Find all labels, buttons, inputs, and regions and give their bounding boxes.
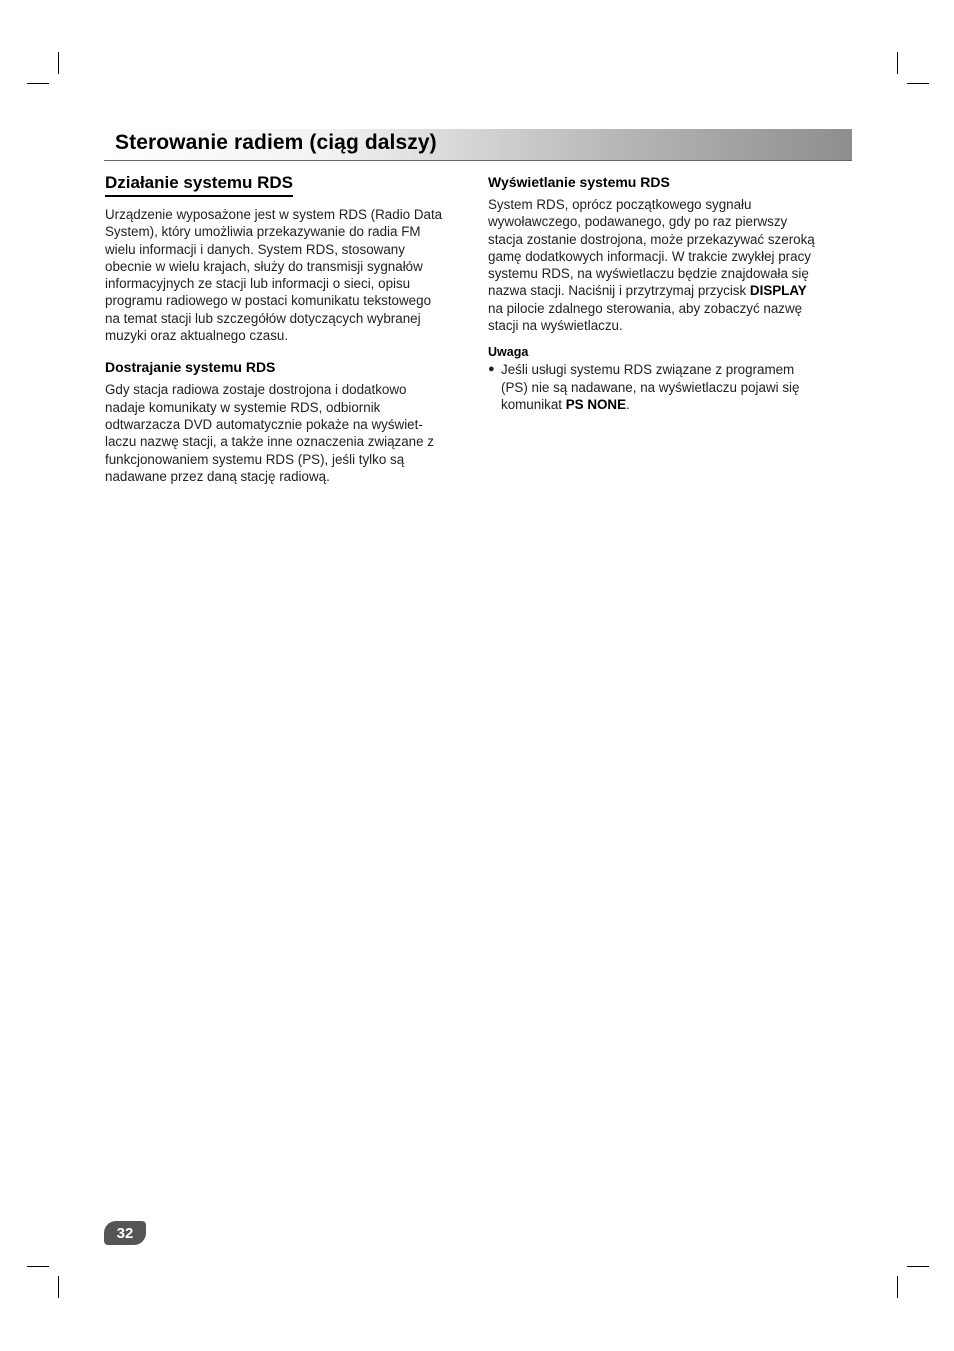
text-line: stacja zostanie dostrojona, może przekazywać szeroką (488, 231, 815, 247)
crop-mark (27, 1266, 49, 1267)
right-column (488, 172, 848, 413)
text-line: Jeśli usługi systemu RDS związane z programem (501, 362, 795, 378)
text-line: gamę dodatkowych informacji. W trakcie zwykłej pracy (488, 248, 811, 264)
page-number-badge (104, 1221, 146, 1245)
display-paragraph (488, 196, 848, 334)
text-fragment: komunikat (501, 396, 566, 412)
text-line: wielu informacji i danych. System RDS, stosowany (105, 241, 405, 257)
text-fragment: . (626, 396, 630, 412)
text-line: Urządzenie wyposażone jest w system RDS (Radio Data (105, 207, 443, 222)
left-column (105, 172, 471, 485)
text-line: (PS) nie są nadawane, na wyświetlaczu pojawi się (501, 379, 800, 395)
subsection-title: Dostrajanie systemu RDS (105, 359, 276, 376)
crop-mark (897, 1276, 898, 1298)
note-label: Uwaga (488, 345, 529, 360)
text-line (501, 396, 799, 413)
text-line: na temat stacji lub szczegółów dotyczących wybranej (105, 310, 421, 326)
text-line: wywoławczego, podawanego, gdy po raz pierwszy (488, 214, 788, 230)
crop-mark (58, 1276, 59, 1298)
section-title: Działanie systemu RDS (105, 172, 293, 197)
page-title: Sterowanie radiem (ciąg dalszy) (115, 131, 437, 154)
bullet-icon: ● (488, 363, 495, 376)
page-number: 32 (116, 1224, 134, 1242)
text-line: programu radiowego w postaci komunikatu tekstowego (105, 293, 432, 309)
header-banner (104, 129, 852, 161)
crop-mark (907, 83, 929, 84)
text-line: na pilocie zdalnego sterowania, aby zobaczyć nazwę (488, 300, 803, 316)
ps-none-value: PS NONE (565, 396, 627, 412)
crop-mark (58, 52, 59, 74)
text-line: Gdy stacja radiowa zostaje dostrojona i dodatkowo (105, 382, 407, 398)
intro-paragraph (105, 206, 471, 344)
text-line: odtwarzacza DVD automatycznie pokaże na wyświet- (105, 416, 423, 432)
crop-mark (897, 52, 898, 74)
text-line: nadaje komunikaty w systemie RDS, odbiornik (105, 399, 381, 415)
text-fragment: nazwa stacji. Naciśnij i przytrzymaj przycisk (488, 283, 750, 299)
note-item (488, 361, 848, 413)
text-line: systemu RDS, na wyświetlaczu będzie znajdowała się (488, 266, 809, 282)
text-line: obecnie w wielu krajach, służy do transmisji sygnałów (105, 258, 423, 274)
note-text (501, 361, 799, 413)
text-line: stacji na wyświetlaczu. (488, 318, 623, 334)
tuning-paragraph (105, 381, 471, 485)
text-line: nadawane przez daną stację radiową. (105, 468, 330, 484)
text-line (488, 282, 848, 299)
subsection-title: Wyświetlanie systemu RDS (488, 174, 670, 190)
display-button-label: DISPLAY (749, 283, 807, 299)
text-line: informacyjnych ze stacji lub informacji o sieci, opisu (105, 276, 411, 292)
text-line: funkcjonowaniem systemu RDS (PS), jeśli tylko są (105, 451, 405, 467)
text-line: laczu nazwę stacji, a także inne oznaczenia związane z (105, 434, 434, 450)
text-line: System RDS, oprócz początkowego sygnału (488, 197, 752, 212)
crop-mark (27, 83, 49, 84)
crop-mark (907, 1266, 929, 1267)
text-line: System), który umożliwia przekazywanie do radia FM (105, 224, 421, 240)
text-line: muzyki oraz aktualnego czasu. (105, 328, 289, 344)
